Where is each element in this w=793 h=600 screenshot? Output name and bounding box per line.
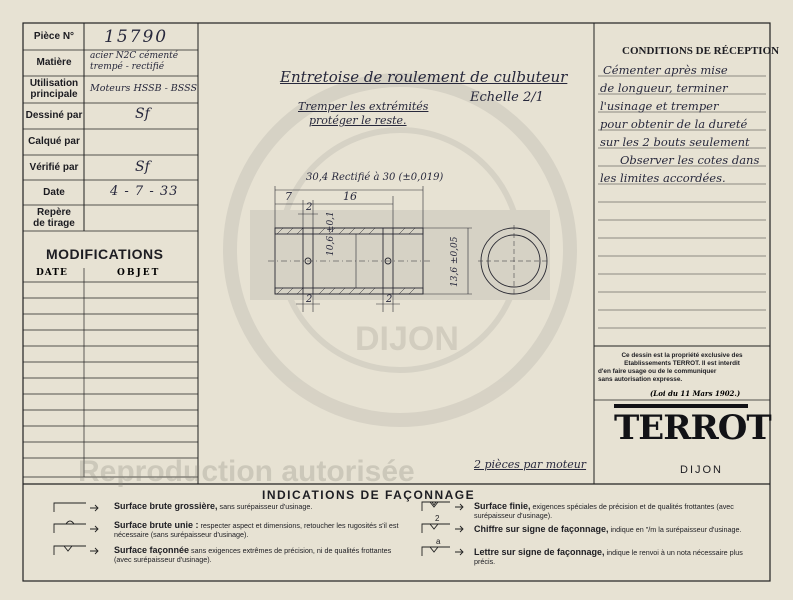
value-date: 4 - 7 - 33 [110,184,179,199]
conditions-line: Observer les cotes dans [620,153,760,167]
legend-item-title: Lettre sur signe de façonnage, [474,547,605,557]
legend-item [474,502,764,520]
drawing-note-1: Tremper les extrémités [298,100,429,113]
dim-outer-diameter: 13,6 ±0,05 [450,236,460,287]
conditions-line: Cémenter après mise [603,63,728,77]
label-piece-no: Pièce N° [33,31,75,42]
legend-item-desc: indique en "/m la surépaisseur d'usinage. [610,525,742,534]
legend-symbol-letter: a [436,537,441,546]
conditions-heading: CONDITIONS DE RÉCEPTION [622,45,780,57]
label-matiere: Matière [36,57,72,68]
modifications-col-objet: OBJET [117,268,161,278]
conditions-line: de longueur, terminer [600,81,728,95]
legend-item-title: Surface façonnée [114,545,190,555]
value-verifie-par: Sf [135,159,150,175]
label-verifie-par: Vérifié par [29,162,79,173]
drawing-note-2: protéger le reste. [309,114,407,127]
legend-item-desc: sans exigences extrêmes de précision, ni de qualités frottantes (avec surépaisseur d'usinage). [114,546,392,564]
property-line: sans autorisation expresse. [598,376,683,383]
label-date: Date [43,187,65,198]
legend-item [114,502,404,511]
dim-left: 7 [285,190,292,203]
drawing-title: Entretoise de roulement de culbuteur [280,68,568,86]
conditions-line: sur les 2 bouts seulement [600,135,750,149]
legend-item-title: Surface brute grossière, [114,501,218,511]
dim-groove-top: 2 [306,202,313,213]
dim-middle: 16 [343,190,357,203]
watermark-text: Reproduction autorisée [78,455,415,488]
legend-item-title: Surface brute unie : [114,520,199,530]
legend-item [114,521,399,539]
dim-inner-diameter: 10,6 ±0,1 [326,211,336,256]
legend-symbol-digit: 2 [435,514,440,523]
property-notice [598,352,766,384]
property-line: Etablissements TERROT. Il est interdit [624,360,740,367]
value-utilisation: Moteurs HSSB - BSSS [90,83,197,94]
legend-heading: INDICATIONS DE FAÇONNAGE [262,488,476,502]
modifications-heading: MODIFICATIONS [46,246,164,262]
modifications-col-date: DATE [36,268,68,278]
property-line: Ce dessin est la propriété exclusive des [621,352,743,359]
legend-item-title: Chiffre sur signe de façonnage, [474,524,609,534]
legend-item [474,525,764,534]
label-calque-par: Calqué par [28,136,80,147]
conditions-line: les limites accordées. [600,171,726,185]
legend-item-desc: exigences spéciales de précision et de qualités frottantes (avec surépaisseur d'usinage). [474,502,734,520]
legend-item [114,546,399,564]
watermark-city: DIJON [355,320,459,358]
drawing-scale: Echelle 2/1 [470,90,544,105]
legend-item-title: Surface finie, [474,501,531,511]
legend-item [474,548,764,566]
label-dessine-par: Dessiné par [25,110,83,121]
brand-city: DIJON [680,464,723,476]
dim-overall: 30,4 Rectifié à 30 (±0,019) [306,172,444,183]
property-line: d'en faire usage ou de le communiquer [598,368,717,375]
conditions-line: l'usinage et tremper [600,99,719,113]
property-law: (Loi du 11 Mars 1902.) [650,389,741,398]
value-matiere-1: acier N2C cémenté [90,51,179,61]
brand-logo: TERROT [614,404,748,448]
quantity-note: 2 pièces par moteur [474,458,587,471]
value-piece-no: 15790 [104,27,169,47]
label-principale: principale [30,89,78,100]
label-repere: Repère [37,207,71,218]
legend-item-desc: respecter aspect et dimensions, retoucher les rugosités s'il est nécessaire (sans surépaisseur d'usinage). [114,521,399,539]
value-dessine-par: Sf [135,106,150,122]
dim-groove-bottom-left: 2 [306,294,313,305]
watermark-seal [230,80,570,420]
conditions-line: pour obtenir de la dureté [600,117,748,131]
dim-groove-bottom-right: 2 [386,294,393,305]
legend-item-desc: indique le renvoi à un nota nécessaire plus précis. [474,548,743,566]
legend-item-desc: sans surépaisseur d'usinage. [219,502,313,511]
value-matiere-2: trempé - rectifié [90,62,165,72]
label-de-tirage: de tirage [33,218,75,229]
label-utilisation: Utilisation [29,78,79,89]
